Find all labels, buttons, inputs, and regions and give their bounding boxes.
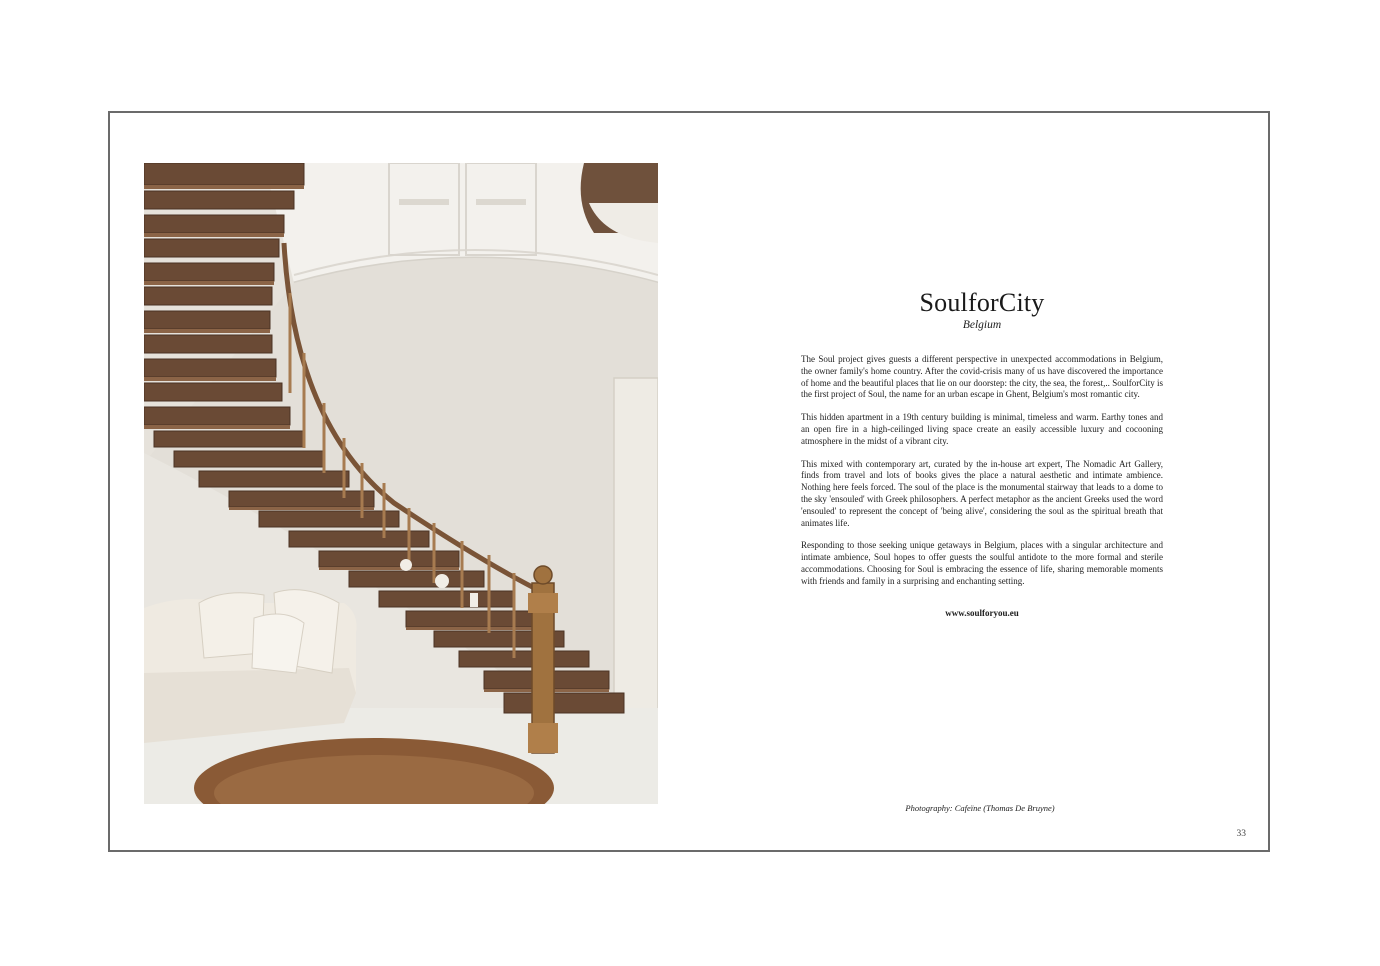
article-text xyxy=(801,288,1163,618)
photo-credit: Photography: Cafeïne (Thomas De Bruyne) xyxy=(905,803,1055,813)
page-number: 33 xyxy=(1236,829,1246,839)
article-paragraph-2: This hidden apartment in a 19th century building is minimal, timeless and warm. Earthy tones and an open fire in a high-ceilinged living space create an easily accessible luxury and cocooning atmosphere in the midst of a vibrant city. xyxy=(801,412,1163,446)
magazine-spread xyxy=(108,111,1270,852)
website-link[interactable]: www.soulforyou.eu xyxy=(945,607,1019,618)
article-paragraph-4: Responding to those seeking unique getaways in Belgium, places with a singular architecture and intimate ambience, Soul hopes to offer guests the soulful antidote to the more formal and sterile accommodations. Choosing for Soul is embracing the essence of life, sharing memorable moments with friends and family in a surprising and enchanting setting. xyxy=(801,540,1163,586)
staircase-photo xyxy=(144,163,658,804)
article-paragraph-1: The Soul project gives guests a different perspective in unexpected accommodations in Belgium, the owner family's home country. After the covid-crisis many of us have discovered the importance of home and the beautiful places that lie on our doorstep: the city, the sea, the forest,.. SoulforCity is the first project of Soul, the name for an urban escape in Ghent, Belgium's most romantic city. xyxy=(801,354,1163,400)
article-title: SoulforCity xyxy=(919,288,1045,317)
staircase-illustration xyxy=(144,163,658,804)
article-paragraph-3: This mixed with contemporary art, curated by the in-house art expert, The Nomadic Art Gallery, finds from travel and lots of books gives the place a natural aesthetic and intimate ambience. Nothing here feels forced. The soul of the place is the monumental stairway that leads to a dome to the sky 'ensouled' with Greek philosophers. A perfect metaphor as the ancient Greeks used the word 'ensouled' to represent the concept of 'being alive', considering the soul as the spiritual breath that animates life. xyxy=(801,458,1163,528)
article-subtitle: Belgium xyxy=(962,319,1002,331)
